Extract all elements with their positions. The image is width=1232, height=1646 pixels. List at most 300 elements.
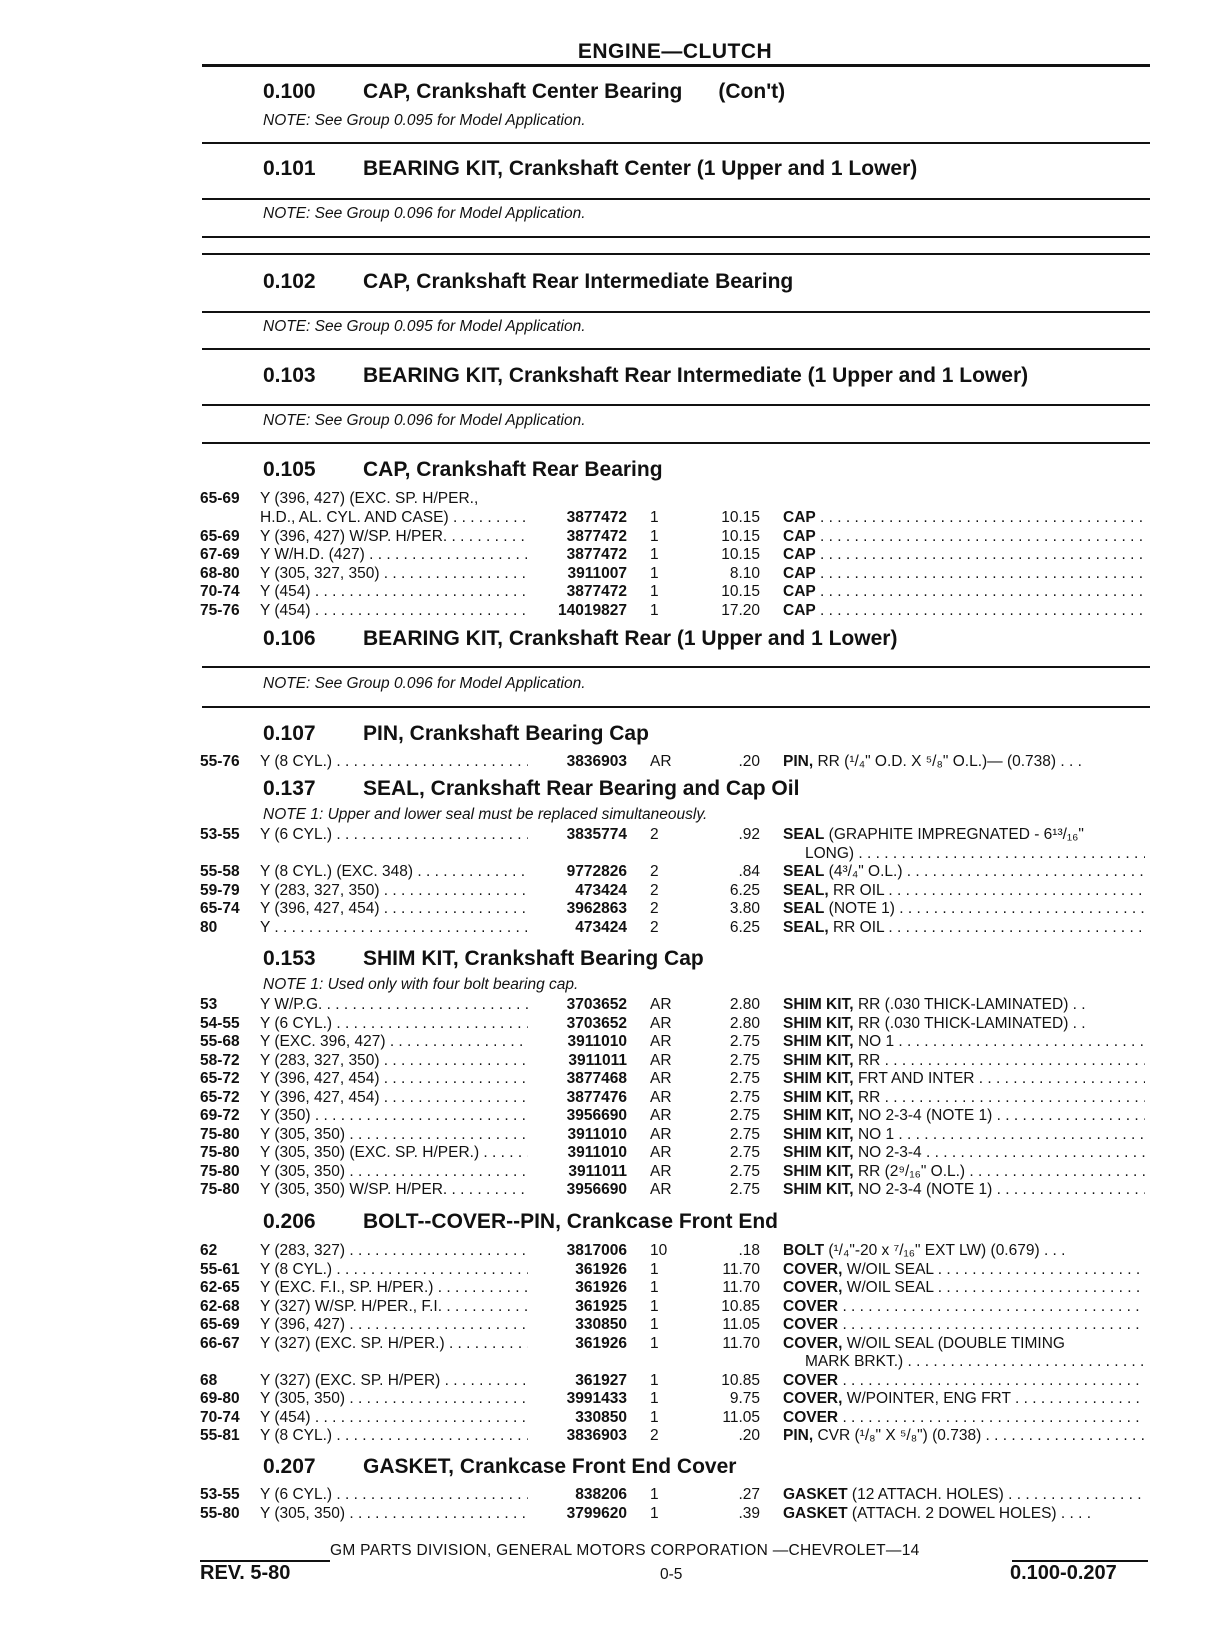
year-range: 66-67	[200, 1334, 240, 1352]
description	[783, 1032, 1145, 1051]
quantity: AR	[650, 1181, 672, 1198]
part-number: 3962863	[566, 900, 627, 917]
description-keyword: SEAL,	[783, 881, 829, 899]
table-row	[0, 1088, 1232, 1107]
description	[783, 1426, 1145, 1445]
description	[783, 1069, 1145, 1088]
part-number: 473424	[575, 881, 627, 899]
application: Y (305, 350) . . .	[260, 1162, 528, 1181]
description-keyword: SHIM KIT,	[783, 1162, 854, 1180]
price: 8.10	[729, 564, 760, 582]
year-range: 65-72	[200, 1070, 240, 1087]
table-row	[0, 1106, 1232, 1125]
description-keyword: COVER	[783, 1408, 839, 1426]
part-number: 3877472	[566, 546, 627, 563]
part-number: 3911010	[567, 1144, 627, 1161]
section-note: NOTE: See Group 0.095 for Model Application.	[263, 318, 586, 335]
divider	[202, 142, 1150, 144]
price: 2.75	[729, 1051, 760, 1069]
table-row	[0, 862, 1232, 881]
application: Y (396, 427, 454) . . .	[260, 1069, 528, 1088]
application: Y (8 CYL.) . . .	[260, 752, 528, 771]
application: Y (EXC. 396, 427) . . .	[260, 1032, 528, 1051]
section-note: NOTE: See Group 0.096 for Model Application.	[263, 205, 586, 222]
part-number: 330850	[575, 1408, 627, 1426]
price: 9.75	[729, 1390, 760, 1407]
price: 11.70	[722, 1260, 760, 1278]
section-heading-0-137	[263, 777, 799, 801]
section-note: NOTE: See Group 0.096 for Model Application.	[263, 675, 586, 692]
quantity: 2	[650, 1427, 659, 1444]
group-title: CAP, Crankshaft Rear Intermediate Bearing	[363, 270, 794, 293]
quantity: AR	[650, 1144, 672, 1161]
price: .84	[738, 863, 760, 880]
section-heading-0-103	[263, 364, 1028, 388]
table-row	[0, 1408, 1232, 1427]
description	[783, 1315, 1145, 1334]
description-detail: CVR (¹/₈" X ⁵/₈") (0.738)	[817, 1427, 982, 1444]
application: Y (6 CYL.) . . .	[260, 1014, 528, 1033]
table-row	[0, 1051, 1232, 1070]
application: Y (305, 327, 350) . . .	[260, 564, 528, 583]
table-row	[0, 601, 1232, 620]
year-range: 53	[200, 996, 218, 1013]
section-note: NOTE: See Group 0.095 for Model Application.	[263, 112, 586, 129]
description-continuation: MARK BRKT.) . . .	[805, 1352, 1145, 1371]
part-number: 3877476	[566, 1088, 627, 1106]
description-keyword: SHIM KIT,	[783, 1181, 854, 1198]
quantity: 2	[650, 826, 659, 843]
application: Y (454) . . .	[260, 582, 528, 601]
price: 10.15	[721, 527, 760, 545]
quantity: 1	[650, 1408, 659, 1426]
part-number: 3877472	[566, 509, 627, 526]
part-number: 3991433	[566, 1390, 627, 1407]
year-range: 55-58	[200, 863, 240, 880]
year-range: 65-69	[200, 527, 240, 545]
description-keyword: COVER,	[783, 1260, 843, 1278]
application: Y (396, 427, 454) . . .	[260, 1088, 528, 1107]
part-number: 361926	[575, 1260, 627, 1278]
description-keyword: CAP	[783, 601, 816, 619]
year-range: 70-74	[200, 1408, 240, 1426]
table-row	[0, 489, 1232, 508]
table-row	[0, 1125, 1232, 1144]
description-detail: (ATTACH. 2 DOWEL HOLES) . . . .	[851, 1504, 1092, 1522]
part-number: 3911011	[568, 1051, 627, 1069]
description-detail: W/OIL SEAL	[846, 1260, 934, 1278]
part-number: 3877468	[566, 1070, 627, 1087]
quantity: AR	[650, 1125, 672, 1143]
page-title: ENGINE—CLUTCH	[577, 40, 773, 63]
section-note: NOTE 1: Used only with four bolt bearing cap.	[263, 976, 579, 993]
quantity: AR	[650, 1051, 672, 1069]
description-keyword: SHIM KIT,	[783, 1051, 854, 1069]
description-detail: (GRAPHITE IMPREGNATED - 6¹³/₁₆"	[828, 826, 1084, 843]
continued-label: (Con't)	[718, 80, 786, 103]
description-detail: RR (¹/₄" O.D. X ⁵/₈" O.L.)— (0.738) . . .	[817, 753, 1082, 770]
description	[783, 1180, 1145, 1199]
description	[783, 564, 1145, 583]
description	[783, 1408, 1145, 1427]
part-number: 3911010	[567, 1033, 627, 1050]
table-row-continuation	[0, 1352, 1232, 1371]
table-row	[0, 1069, 1232, 1088]
group-number: 0.207	[263, 1455, 316, 1478]
price: 2.75	[729, 1125, 760, 1143]
application: Y (327) (EXC. SP. H/PER.) . . .	[260, 1334, 528, 1353]
group-title: BEARING KIT, Crankshaft Center (1 Upper and 1 Lower)	[363, 157, 918, 180]
group-number: 0.102	[263, 270, 316, 293]
quantity: 10	[650, 1242, 668, 1259]
application: Y (6 CYL.) . . .	[260, 825, 528, 844]
description-keyword: SHIM KIT,	[783, 1014, 854, 1032]
year-range: 55-80	[200, 1504, 240, 1522]
quantity: 1	[650, 527, 659, 545]
section-heading-0-106	[263, 627, 897, 651]
description-detail: NO 1	[857, 1033, 895, 1050]
part-number: 361927	[575, 1371, 627, 1389]
quantity: 1	[650, 1371, 659, 1389]
description-detail: NO 2-3-4	[857, 1144, 922, 1161]
group-title: CAP, Crankshaft Rear Bearing	[363, 458, 663, 481]
part-number: 9772826	[566, 863, 627, 880]
application: Y (305, 350) . . .	[260, 1504, 528, 1523]
application: Y (8 CYL.) . . .	[260, 1260, 528, 1279]
year-range: 75-80	[200, 1181, 240, 1198]
group-number: 0.206	[263, 1210, 316, 1233]
year-range: 65-74	[200, 900, 240, 917]
part-number: 361926	[575, 1334, 627, 1352]
quantity: 1	[650, 1297, 659, 1315]
part-number: 3817006	[566, 1242, 627, 1259]
group-number: 0.153	[263, 947, 316, 970]
price: 2.75	[729, 1181, 760, 1198]
table-row	[0, 1389, 1232, 1408]
description	[783, 1334, 1145, 1353]
table-row	[0, 1143, 1232, 1162]
part-number: 3836903	[566, 1427, 627, 1444]
part-number: 3911010	[567, 1125, 627, 1143]
year-range: 75-76	[200, 601, 240, 619]
price: 10.15	[721, 546, 760, 563]
description-detail: FRT AND INTER	[857, 1070, 975, 1087]
description	[783, 1014, 1145, 1033]
description	[783, 508, 1145, 527]
description	[783, 1504, 1145, 1523]
description-keyword: COVER	[783, 1297, 839, 1315]
group-number: 0.106	[263, 627, 316, 650]
application: Y (305, 350) . . .	[260, 1389, 528, 1408]
table-row	[0, 1014, 1232, 1033]
group-title: SHIM KIT, Crankshaft Bearing Cap	[363, 947, 704, 970]
section-heading-0-102	[263, 270, 793, 294]
description	[783, 1241, 1145, 1260]
table-row	[0, 545, 1232, 564]
table-row	[0, 582, 1232, 601]
application: Y (396, 427) (EXC. SP. H/PER.,	[260, 490, 479, 507]
part-number: 3799620	[566, 1504, 627, 1522]
quantity: 1	[650, 564, 659, 582]
price: 11.05	[722, 1316, 760, 1333]
description-detail: W/OIL SEAL (DOUBLE TIMING	[846, 1334, 1065, 1352]
quantity: 1	[650, 1279, 659, 1296]
price: 10.15	[721, 583, 760, 600]
description-keyword: SEAL	[783, 826, 825, 843]
quantity: AR	[650, 1107, 672, 1124]
description	[783, 1485, 1145, 1504]
description	[783, 545, 1145, 564]
application: Y (396, 427, 454) . . .	[260, 899, 528, 918]
price: .20	[738, 1427, 760, 1444]
price: 10.15	[721, 509, 760, 526]
quantity: 1	[650, 583, 659, 600]
description-detail: NO 2-3-4 (NOTE 1)	[857, 1107, 993, 1124]
description	[783, 995, 1145, 1014]
footer-publisher: GM PARTS DIVISION, GENERAL MOTORS CORPORATION —CHEVROLET—14	[330, 1542, 920, 1559]
year-range: 54-55	[200, 1014, 240, 1032]
section-heading-0-206	[263, 1210, 778, 1234]
part-number: 473424	[575, 918, 627, 936]
part-number: 3703652	[566, 996, 627, 1013]
price: 17.20	[721, 601, 760, 619]
price: 2.75	[729, 1070, 760, 1087]
group-number: 0.100	[263, 80, 316, 103]
divider	[202, 253, 1150, 255]
description-detail: NO 1	[857, 1125, 895, 1143]
description	[783, 1371, 1145, 1390]
description-detail: RR OIL	[832, 918, 885, 936]
description-detail: W/OIL SEAL	[846, 1279, 934, 1296]
price: 2.75	[729, 1107, 760, 1124]
description-keyword: GASKET	[783, 1486, 848, 1503]
group-number: 0.105	[263, 458, 316, 481]
application: Y (8 CYL.) . . .	[260, 1426, 528, 1445]
price: 10.85	[721, 1371, 760, 1389]
description-keyword: SHIM KIT,	[783, 996, 854, 1013]
description-detail: NO 2-3-4 (NOTE 1)	[857, 1181, 993, 1198]
application: Y (396, 427) . . .	[260, 1315, 528, 1334]
description-detail: RR OIL	[832, 881, 885, 899]
year-range: 80	[200, 918, 218, 936]
table-row	[0, 899, 1232, 918]
description-keyword: SHIM KIT,	[783, 1088, 854, 1106]
year-range: 68-80	[200, 564, 240, 582]
divider	[202, 311, 1150, 313]
quantity: AR	[650, 1033, 672, 1050]
quantity: AR	[650, 996, 672, 1013]
table-row	[0, 881, 1232, 900]
description	[783, 1051, 1145, 1070]
description-keyword: BOLT	[783, 1242, 825, 1259]
table-row	[0, 527, 1232, 546]
description-continuation: LONG) . . .	[805, 844, 1145, 863]
divider	[202, 348, 1150, 350]
description-detail: RR (.030 THICK-LAMINATED) . .	[857, 1014, 1086, 1032]
table-row	[0, 508, 1232, 527]
year-range: 69-72	[200, 1107, 240, 1124]
price: 2.75	[729, 1088, 760, 1106]
table-row	[0, 995, 1232, 1014]
description-keyword: SEAL	[783, 863, 825, 880]
part-number: 3703652	[566, 1014, 627, 1032]
application: Y W/H.D. (427) . . .	[260, 545, 528, 564]
part-number: 3877472	[566, 583, 627, 600]
price: .18	[738, 1242, 760, 1259]
group-number: 0.103	[263, 364, 316, 387]
price: .27	[738, 1486, 760, 1503]
year-range: 58-72	[200, 1051, 240, 1069]
year-range: 59-79	[200, 881, 240, 899]
year-range: 62-65	[200, 1279, 240, 1296]
description-keyword: GASKET	[783, 1504, 848, 1522]
year-range: 67-69	[200, 546, 240, 563]
description-detail: (4³/₄" O.L.)	[828, 863, 903, 880]
price: .20	[738, 753, 760, 770]
description-keyword: SHIM KIT,	[783, 1144, 854, 1161]
application: Y W/P.G. . . .	[260, 995, 528, 1014]
year-range: 55-76	[200, 753, 240, 770]
section-heading-0-105	[263, 458, 663, 482]
divider	[202, 666, 1150, 668]
group-title: PIN, Crankshaft Bearing Cap	[363, 722, 649, 745]
quantity: 1	[650, 1486, 659, 1503]
table-row	[0, 1485, 1232, 1504]
group-title: BOLT--COVER--PIN, Crankcase Front End	[363, 1210, 778, 1233]
price: 2.80	[729, 996, 760, 1013]
section-heading-0-107	[263, 722, 649, 746]
application: Y (396, 427) W/SP. H/PER. . . .	[260, 527, 528, 546]
price: 2.80	[729, 1014, 760, 1032]
year-range: 70-74	[200, 583, 240, 600]
section-heading-0-153	[263, 947, 704, 971]
table-row	[0, 1180, 1232, 1199]
description	[783, 825, 1145, 844]
price: 11.70	[722, 1334, 760, 1352]
description-detail: (NOTE 1)	[828, 900, 895, 917]
description	[783, 1389, 1145, 1408]
application: Y (8 CYL.) (EXC. 348) . . .	[260, 862, 528, 881]
title-rule	[202, 64, 1150, 67]
application: H.D., AL. CYL. AND CASE) . . .	[260, 508, 528, 527]
application: Y (305, 350) . . .	[260, 1125, 528, 1144]
year-range: 65-69	[200, 1316, 240, 1333]
part-number: 3956690	[566, 1181, 627, 1198]
quantity: 1	[650, 1504, 659, 1522]
year-range: 65-69	[200, 490, 240, 507]
quantity: 2	[650, 863, 659, 880]
description-keyword: CAP	[783, 564, 816, 582]
page-number: 0-5	[660, 1566, 683, 1583]
description	[783, 1297, 1145, 1316]
section-heading-0-101	[263, 157, 917, 181]
table-row-continuation	[0, 844, 1232, 863]
description	[783, 1143, 1145, 1162]
divider	[202, 236, 1150, 238]
description-detail: RR	[857, 1088, 881, 1106]
quantity: 1	[650, 1390, 659, 1407]
table-row	[0, 1162, 1232, 1181]
price: 2.75	[729, 1162, 760, 1180]
application: Y (454) . . .	[260, 601, 528, 620]
application: Y (327) W/SP. H/PER., F.I. . . .	[260, 1297, 528, 1316]
description-detail: (12 ATTACH. HOLES)	[851, 1486, 1004, 1503]
table-row	[0, 825, 1232, 844]
part-number: 14019827	[558, 601, 627, 619]
table-row	[0, 1260, 1232, 1279]
quantity: 2	[650, 881, 659, 899]
description	[783, 582, 1145, 601]
group-title: BEARING KIT, Crankshaft Rear (1 Upper and 1 Lower)	[363, 627, 898, 650]
application: Y (305, 350) W/SP. H/PER. . . .	[260, 1180, 528, 1199]
price: 11.70	[722, 1279, 760, 1296]
quantity: AR	[650, 753, 672, 770]
description-keyword: PIN,	[783, 1427, 814, 1444]
application: Y (350) . . .	[260, 1106, 528, 1125]
group-title: CAP, Crankshaft Center Bearing	[363, 80, 683, 103]
table-row	[0, 752, 1232, 771]
year-range: 69-80	[200, 1390, 240, 1407]
application: Y (EXC. F.I., SP. H/PER.) . . .	[260, 1278, 528, 1297]
table-row	[0, 1278, 1232, 1297]
description-keyword: SEAL	[783, 900, 825, 917]
description	[783, 601, 1145, 620]
description-detail: RR (.030 THICK-LAMINATED) . .	[857, 996, 1086, 1013]
description	[783, 918, 1145, 937]
table-row	[0, 1504, 1232, 1523]
description-keyword: COVER,	[783, 1334, 843, 1352]
year-range: 53-55	[200, 1486, 240, 1503]
table-row	[0, 1371, 1232, 1390]
group-title: GASKET, Crankcase Front End Cover	[363, 1455, 737, 1478]
price: 3.80	[729, 900, 760, 917]
quantity: AR	[650, 1088, 672, 1106]
quantity: 1	[650, 1334, 659, 1352]
quantity: 1	[650, 1316, 659, 1333]
description-keyword: COVER,	[783, 1279, 843, 1296]
year-range: 62	[200, 1242, 218, 1259]
table-row	[0, 564, 1232, 583]
table-row	[0, 918, 1232, 937]
price: 2.75	[729, 1033, 760, 1050]
description	[783, 1125, 1145, 1144]
price: 10.85	[721, 1297, 760, 1315]
quantity: 1	[650, 509, 659, 526]
description-keyword: CAP	[783, 583, 816, 600]
group-title: BEARING KIT, Crankshaft Rear Intermediate (1 Upper and 1 Lower)	[363, 364, 1029, 387]
year-range: 55-68	[200, 1033, 240, 1050]
section-heading-0-100	[263, 80, 785, 104]
part-number: 3877472	[566, 527, 627, 545]
table-row	[0, 1334, 1232, 1353]
section-note: NOTE 1: Upper and lower seal must be replaced simultaneously.	[263, 806, 708, 823]
group-title: SEAL, Crankshaft Rear Bearing and Cap Oil	[363, 777, 800, 800]
section-note: NOTE: See Group 0.096 for Model Application.	[263, 412, 586, 429]
quantity: AR	[650, 1070, 672, 1087]
quantity: AR	[650, 1014, 672, 1032]
divider	[202, 404, 1150, 406]
description	[783, 752, 1145, 771]
part-number: 3956690	[566, 1107, 627, 1124]
table-row	[0, 1297, 1232, 1316]
quantity: 2	[650, 918, 659, 936]
part-number: 3835774	[566, 826, 627, 843]
revision-label: REV. 5-80	[200, 1562, 291, 1584]
application: Y (283, 327) . . .	[260, 1241, 528, 1260]
description-keyword: CAP	[783, 527, 816, 545]
price: .39	[738, 1504, 760, 1522]
description-keyword: COVER	[783, 1371, 839, 1389]
